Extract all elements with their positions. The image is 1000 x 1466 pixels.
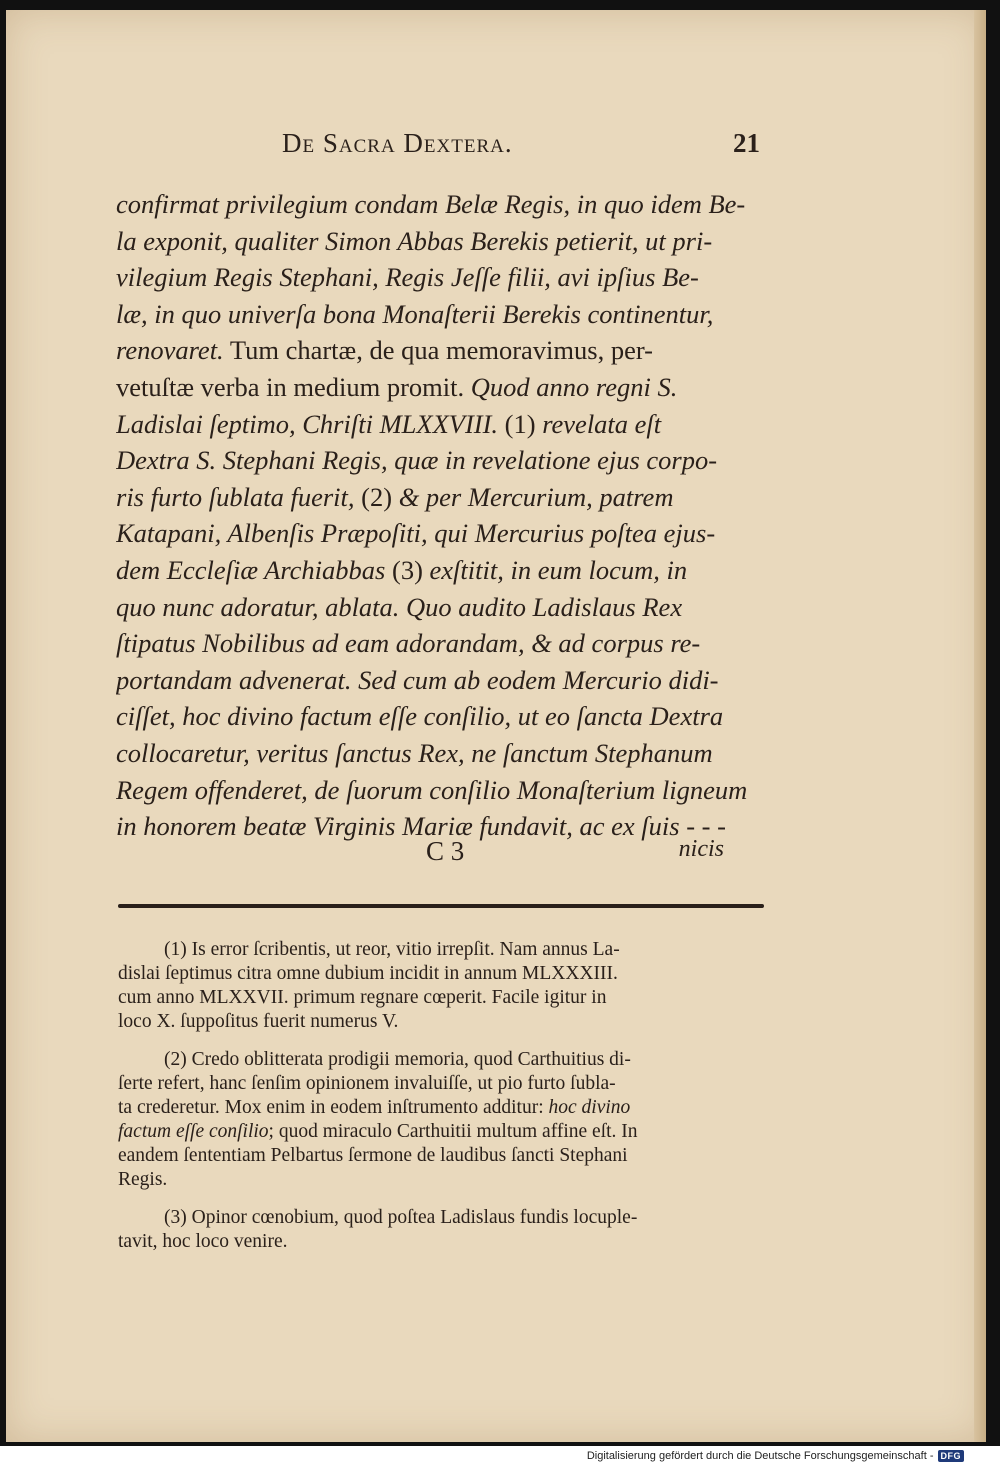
text-line [116, 442, 764, 479]
footnotes [118, 938, 764, 1268]
text-segment: ſtipatus Nobilibus ad eam adorandam, & ad corpus re- [116, 628, 701, 659]
text-segment: (1) [498, 408, 543, 439]
text-segment: portandam advenerat. Sed cum ab eodem Mercurio didi- [116, 664, 719, 695]
text-segment: eandem ſententiam Pelbartus ſermone de laudibus ſancti Stephani [118, 1145, 628, 1166]
text-segment: vilegium Regis Stephani, Regis Jeſſe filii, avi ipſius Be- [116, 262, 699, 293]
main-text [116, 186, 764, 845]
text-segment: (2) Credo oblitterata prodigii memoria, quod Carthuitius di- [164, 1049, 631, 1070]
text-line [116, 625, 764, 662]
text-line [116, 259, 764, 296]
text-segment: Quod anno regni S. [464, 371, 678, 402]
dfg-logo-icon: DFG [938, 1450, 965, 1462]
text-line [116, 552, 764, 589]
text-segment: ; quod miraculo Carthuitii multum affine eſt. In [268, 1121, 638, 1142]
page-footer-line [116, 836, 764, 876]
text-line [116, 479, 764, 516]
text-line [116, 296, 764, 333]
page-header [110, 128, 760, 168]
text-segment: revelata eſt [542, 408, 662, 439]
text-segment: collocaretur, veritus ſanctus Rex, ne ſanctum Stephanum [116, 737, 713, 768]
text-segment: hoc divino [548, 1097, 631, 1118]
text-segment: ta crederetur. Mox enim in eodem inſtrumento additur: [118, 1097, 549, 1118]
text-line [118, 986, 764, 1010]
text-segment: (1) Is error ſcribentis, ut reor, vitio irrepſit. Nam annus La- [164, 939, 620, 960]
text-line [118, 1048, 764, 1072]
footnote-rule [118, 904, 764, 908]
text-line [118, 1230, 764, 1254]
text-line [118, 1206, 764, 1230]
text-segment: Tum chartæ, de qua memoravimus, per- [223, 335, 653, 366]
text-segment: Regis. [118, 1169, 168, 1190]
page-edge [974, 10, 986, 1442]
text-line [116, 772, 764, 809]
digitization-credit [587, 1448, 964, 1464]
text-segment: ris furto ſublata fuerit, [116, 481, 355, 512]
text-line [116, 406, 764, 443]
catchword: nicis [678, 836, 724, 862]
text-segment: confirmat privilegium condam Belæ Regis, in quo idem Be- [116, 189, 746, 219]
text-segment: factum eſſe conſilio [118, 1121, 269, 1142]
text-line [116, 735, 764, 772]
text-segment: in honorem beatæ Virginis Mariæ fundavit, ac ex ſuis - - - [116, 811, 726, 842]
text-line [118, 1010, 764, 1034]
text-segment: la exponit, qualiter Simon Abbas Berekis petierit, ut pri- [116, 225, 713, 256]
text-segment: dem Eccleſiæ Archiabbas [116, 554, 386, 585]
text-segment: Regem offenderet, de ſuorum conſilio Monaſterium ligneum [116, 774, 748, 805]
text-segment: cum anno MLXXVII. primum regnare cœperit. Facile igitur in [118, 987, 607, 1008]
footnote-3 [118, 1206, 764, 1254]
text-line [118, 1072, 764, 1096]
text-segment: Dextra S. Stephani Regis, quæ in revelatione ejus corpo- [116, 445, 718, 476]
text-segment: renovaret. [116, 335, 224, 366]
text-segment: (3) [385, 554, 430, 585]
text-line [118, 1096, 764, 1120]
text-segment: & per Mercurium, patrem [398, 481, 674, 512]
text-segment: vetuſtæ verba in medium promit. [116, 371, 465, 402]
text-line [116, 332, 764, 369]
credit-text: Digitalisierung gefördert durch die Deutsche Forschungsgemeinschaft - [586, 1450, 934, 1462]
text-segment: Ladislai ſeptimo, Chriſti MLXXVIII. [116, 408, 499, 439]
footnote-1 [118, 938, 764, 1034]
text-line [116, 515, 764, 552]
text-segment: quo nunc adoratur, ablata. Quo audito Ladislaus Rex [116, 591, 683, 622]
footnote-2 [118, 1048, 764, 1192]
text-segment: ſerte refert, hanc ſenſim opinionem invaluiſſe, ut pio furto ſubla- [118, 1073, 616, 1094]
text-line [116, 223, 764, 260]
text-line [116, 186, 764, 223]
text-segment: (3) Opinor cœnobium, quod poſtea Ladislaus fundis locuple- [164, 1207, 638, 1228]
text-line [116, 369, 764, 406]
text-line [116, 589, 764, 626]
text-line [118, 962, 764, 986]
text-line [116, 662, 764, 699]
text-segment: læ, in quo univerſa bona Monaſterii Berekis continentur, [116, 298, 714, 329]
text-line [118, 1144, 764, 1168]
signature-mark: C 3 [426, 836, 465, 866]
running-title: De Sacra Dextera. [282, 128, 513, 158]
text-line [118, 1168, 764, 1192]
text-segment: (2) [354, 481, 399, 512]
text-segment: exſtitit, in eum locum, in [429, 554, 688, 585]
text-segment: ciſſet, hoc divino factum eſſe conſilio, ut eo ſancta Dextra [116, 701, 724, 732]
text-segment: dislai ſeptimus citra omne dubium incidit in annum MLXXXIII. [118, 963, 618, 984]
text-segment: loco X. ſuppoſitus fuerit numerus V. [118, 1011, 399, 1032]
text-segment: tavit, hoc loco venire. [118, 1231, 288, 1252]
text-segment: Katapani, Albenſis Præpoſiti, qui Mercurius poſtea ejus- [116, 518, 716, 549]
text-line [116, 698, 764, 735]
text-line [118, 938, 764, 962]
page-number: 21 [733, 128, 760, 158]
text-line [118, 1120, 764, 1144]
